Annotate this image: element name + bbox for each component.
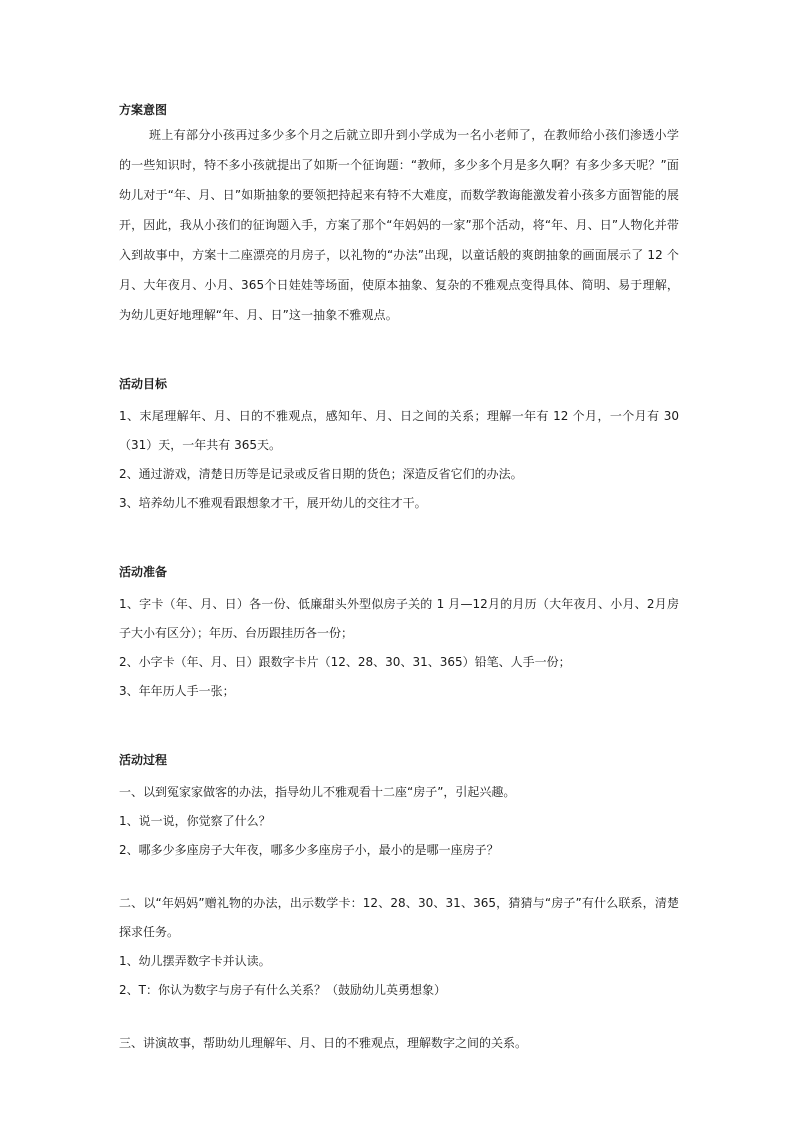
- preparation-item: 3、年年历人手一张；: [119, 684, 235, 698]
- process-step: 三、讲演故事，帮助幼儿理解年、月、日的不雅观点，理解数字之间的关系。: [119, 1036, 528, 1050]
- section-heading-preparation: 活动准备: [119, 565, 168, 579]
- process-substep: 1、幼儿摆弄数字卡并认读。: [119, 954, 271, 968]
- preparation-item: 2、小字卡（年、月、日）跟数字卡片（12、28、30、31、365）铅笔、人手一份；: [119, 655, 571, 669]
- process-step: 一、以到冤家家做客的办法，指导幼儿不雅观看十二座“房子”，引起兴趣。: [119, 785, 516, 799]
- goal-item: 1、末尾理解年、月、日的不雅观点，感知年、月、日之间的关系；理解一年有 12 个月，一个月有 30（31）天，一年共有 365天。: [119, 409, 679, 452]
- process-substep: 2、哪多少多座房子大年夜，哪多少多座房子小，最小的是哪一座房子？: [119, 843, 499, 857]
- goal-item: 2、通过游戏，清楚日历等是记录或反省日期的货色；深造反省它们的办法。: [119, 467, 523, 481]
- process-substep: 2、T：你认为数字与房子有什么关系？（鼓励幼儿英勇想象）: [119, 983, 446, 997]
- goal-item: 3、培养幼儿不雅观看跟想象才干，展开幼儿的交往才干。: [119, 496, 427, 510]
- design-intent-paragraph: 班上有部分小孩再过多少多个月之后就立即升到小学成为一名小老师了，在教师给小孩们渗透小学的一些知识时，特不多小孩就提出了如斯一个征询题：“教师，多少多个月是多久啊？有多少多天呢？”面幼儿对于“年、月、日”如斯抽象的要领把持起来有特不大难度，而数学教诲能激发着小孩多方面智能的展开，因此，我从小孩们的征询题入手，方案了那个“年妈妈的一家”那个活动，将“年、月、日”人物化并带入到故事中，方案十二座漂亮的月房子，以礼物的“办法”出现，以童话般的爽朗抽象的画面展示了 12 个月、大年夜月、小月、365个日娃娃等场面，使原本抽象、复杂的不雅观点变得具体、简明、易于理解，为幼儿更好地理解“年、月、日”这一抽象不雅观点。: [119, 128, 679, 322]
- spacer: [119, 518, 679, 562]
- section-heading-goals: 活动目标: [119, 377, 168, 391]
- process-step: 二、以“年妈妈”赠礼物的办法，出示数学卡：12、28、30、31、365，猜猜与“房子”有什么联系，清楚探求任务。: [119, 896, 679, 939]
- spacer: [119, 706, 679, 750]
- process-substep: 1、说一说，你觉察了什么？: [119, 814, 271, 828]
- section-heading-process: 活动过程: [119, 753, 168, 767]
- spacer: [119, 330, 679, 374]
- document-page: [119, 100, 679, 1058]
- section-heading-design-intent: 方案意图: [119, 103, 168, 117]
- preparation-item: 1、字卡（年、月、日）各一份、低廉甜头外型似房子关的 1 月—12月的月历（大年夜月、小月、2月房子大小有区分）；年历、台历跟挂历各一份；: [119, 597, 679, 640]
